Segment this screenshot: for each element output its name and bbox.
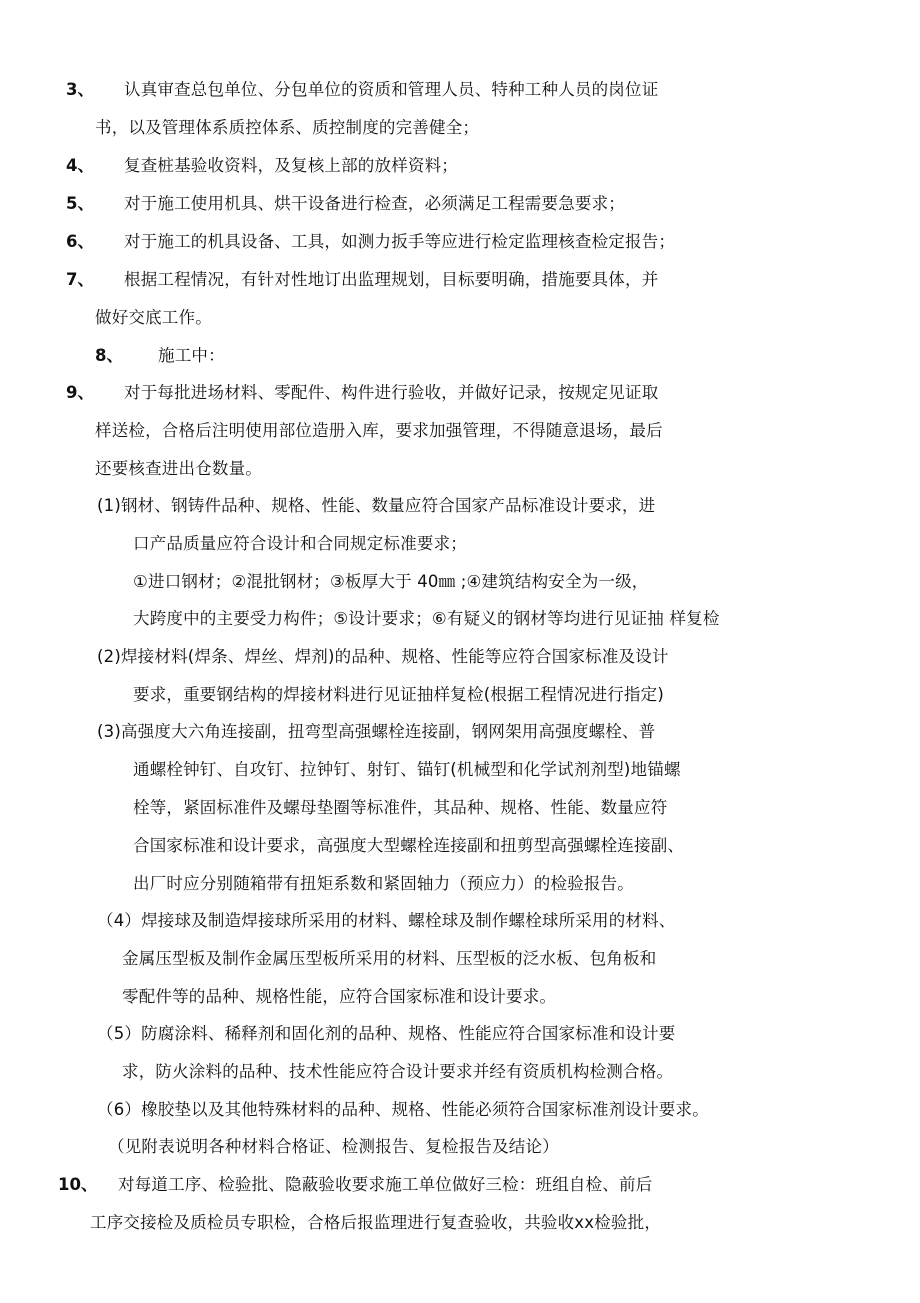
sub-item-text: 口产品质量应符合设计和合同规定标准要求； — [133, 534, 467, 553]
sub-item-text: 通螺栓钟钉、自攻钉、拉钟钉、射钉、锚钉(机械型和化学试剂剂型)地锚螺 — [133, 760, 681, 779]
item-number: 6、 — [66, 232, 94, 251]
sub-item-text: 栓等，紧固标准件及螺母垫圈等标准件，其品种、规格、性能、数量应符 — [133, 798, 668, 817]
item-number: 4、 — [66, 156, 94, 175]
item-text: 对于施工使用机具、烘干设备进行检查，必须满足工程需要急要求； — [124, 194, 625, 213]
sub-item-text: (1)钢材、钢铸件品种、规格、性能、数量应符合国家产品标准设计要求，进 — [97, 496, 656, 515]
sub-item-text: 合国家标准和设计要求，高强度大型螺栓连接副和扭剪型高强螺栓连接副、 — [133, 836, 685, 855]
item-number: 7、 — [66, 270, 94, 289]
note-text: （见附表说明各种材料合格证、检测报告、复检报告及结论） — [108, 1137, 559, 1156]
item-text: 还要核查进出仓数量。 — [95, 459, 262, 478]
item-number: 8、 — [95, 346, 123, 365]
sub-item-text: （6）橡胶垫以及其他特殊材料的品种、规格、性能必须符合国家标准剂设计要求。 — [97, 1100, 709, 1119]
item-text: 根据工程情况，有针对性地订出监理规划，目标要明确，措施要具体，并 — [124, 270, 659, 289]
sub-item-text: （4）焊接球及制造焊接球所采用的材料、螺栓球及制作螺栓球所采用的材料、 — [97, 911, 676, 930]
item-text: 书，以及管理体系质控体系、质控制度的完善健全； — [95, 118, 480, 137]
item-text: 样送检，合格后注明使用部位造册入库，要求加强管理，不得随意退场，最后 — [95, 421, 663, 440]
sub-item-text: 求，防火涂料的品种、技术性能应符合设计要求并经有资质机构检测合格。 — [122, 1062, 674, 1081]
item-text: 对于施工的机具设备、工具，如测力扳手等应进行检定监理核查检定报告； — [124, 232, 676, 251]
item-number: 9、 — [66, 383, 94, 402]
sub-item-text: (3)高强度大六角连接副，扭弯型高强螺栓连接副，钢网架用高强度螺栓、普 — [97, 722, 656, 741]
item-number: 3、 — [66, 80, 94, 99]
item-number: 10、 — [58, 1175, 98, 1194]
item-text: 复查桩基验收资料，及复核上部的放样资料； — [124, 156, 458, 175]
sub-item-text: 零配件等的品种、规格性能，应符合国家标准和设计要求。 — [122, 987, 557, 1006]
sub-item-text: （5）防腐涂料、稀释剂和固化剂的品种、规格、性能应符合国家标准和设计要 — [97, 1024, 676, 1043]
sub-item-text: 大跨度中的主要受力构件；⑤设计要求；⑥有疑义的钢材等均进行见证抽 样复检 — [133, 609, 720, 628]
sub-item-text: 金属压型板及制作金属压型板所采用的材料、压型板的泛水板、包角板和 — [122, 949, 657, 968]
item-text: 工序交接检及质检员专职检，合格后报监理进行复查验收，共验收xx检验批， — [90, 1213, 662, 1232]
sub-item-text: 出厂时应分别随箱带有扭矩系数和紧固轴力（预应力）的检验报告。 — [133, 874, 634, 893]
sub-item-text: ①进口钢材；②混批钢材；③板厚大于 40㎜ ;④建筑结构安全为一级， — [133, 572, 649, 591]
item-text: 施工中： — [158, 346, 225, 365]
item-number: 5、 — [66, 194, 94, 213]
sub-item-text: (2)焊接材料(焊条、焊丝、焊剂)的品种、规格、性能等应符合国家标准及设计 — [97, 647, 669, 666]
item-text: 认真审查总包单位、分包单位的资质和管理人员、特种工种人员的岗位证 — [124, 80, 659, 99]
item-text: 对于每批进场材料、零配件、构件进行验收，并做好记录，按规定见证取 — [124, 383, 659, 402]
sub-item-text: 要求，重要钢结构的焊接材料进行见证抽样复检(根据工程情况进行指定) — [133, 685, 664, 704]
item-text: 对每道工序、检验批、隐蔽验收要求施工单位做好三检：班组自检、前后 — [118, 1175, 653, 1194]
item-text: 做好交底工作。 — [95, 308, 212, 327]
